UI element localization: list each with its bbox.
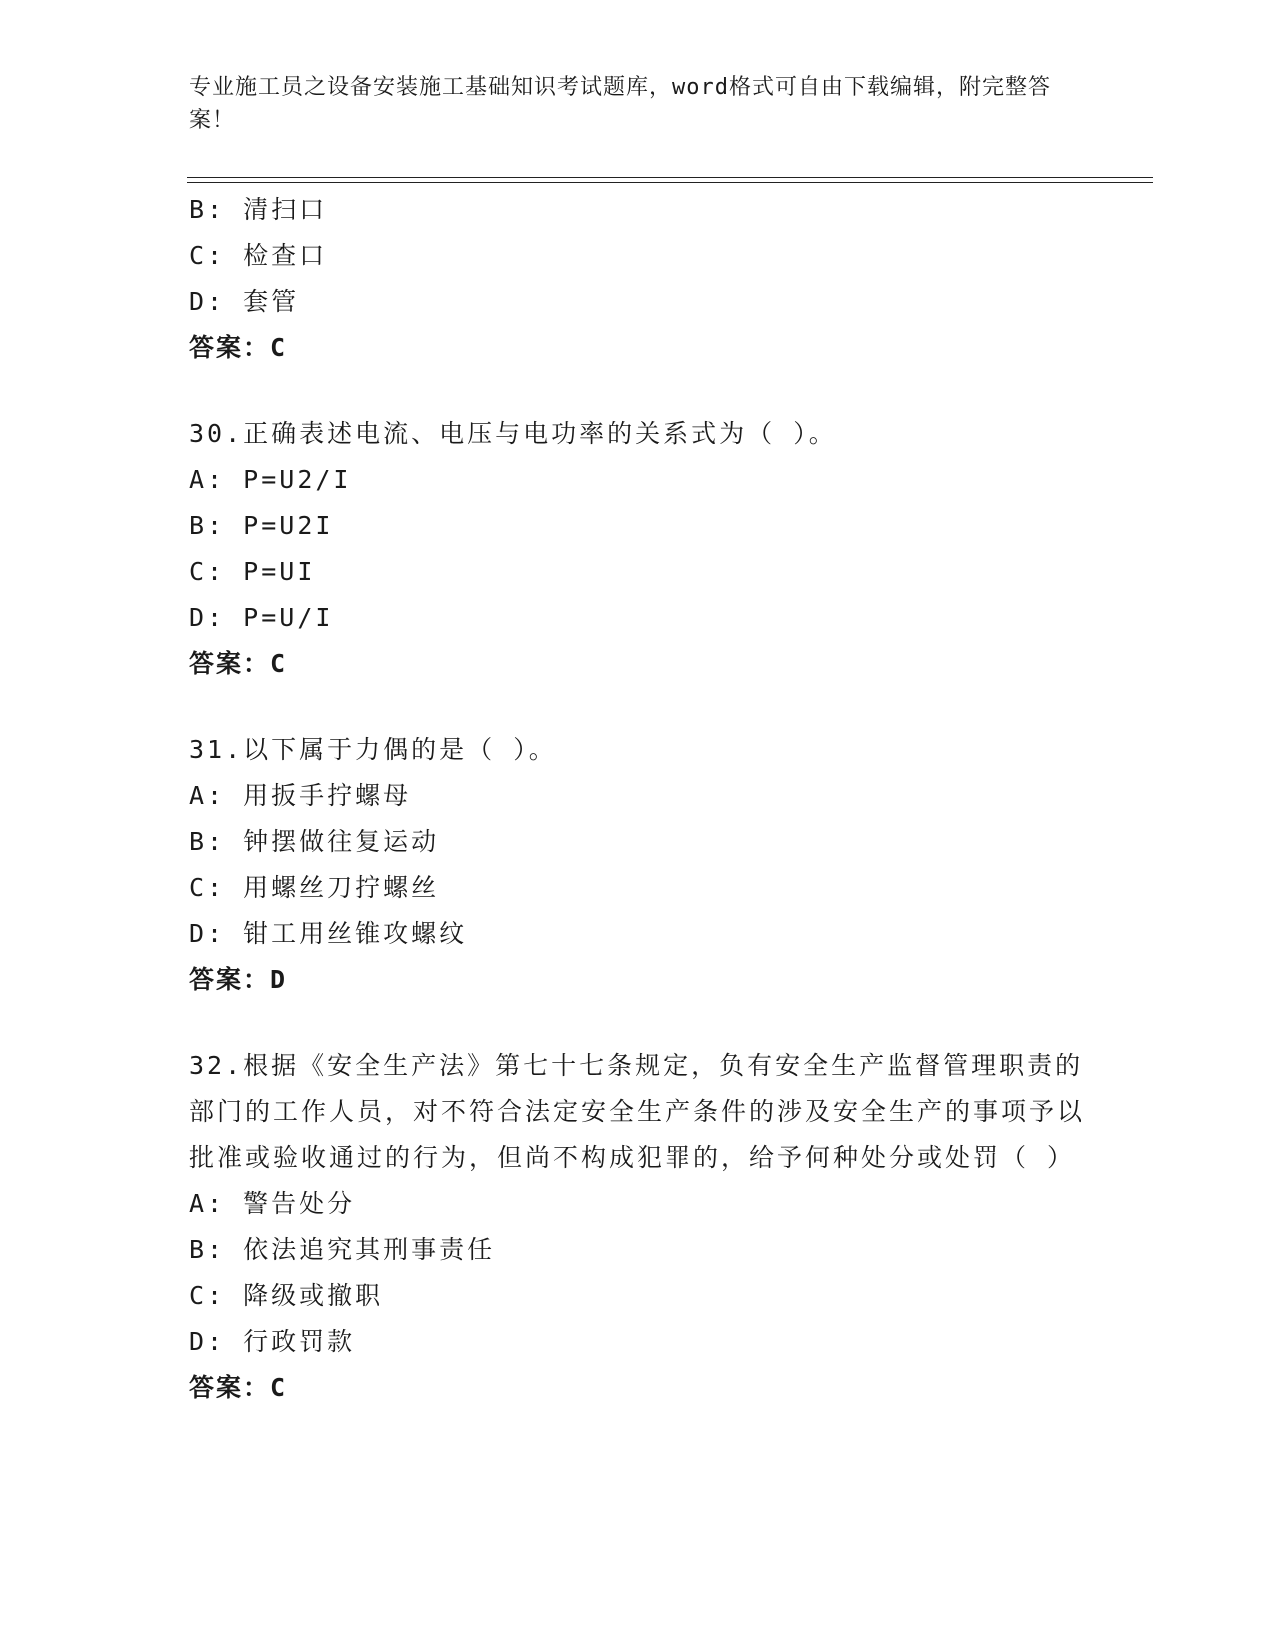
option-d — [189, 911, 1089, 957]
option-letter: D: — [189, 1327, 226, 1356]
option-text: P=U/I — [243, 603, 334, 632]
answer-line: 答案：C — [189, 333, 288, 362]
question-31 — [189, 727, 1089, 1003]
option-letter: D: — [189, 287, 226, 316]
option-letter: C: — [189, 557, 226, 586]
option-a — [189, 1181, 1089, 1227]
option-letter: A: — [189, 465, 226, 494]
option-letter: C: — [189, 241, 226, 270]
option-text: 清扫口 — [243, 195, 328, 224]
option-letter: A: — [189, 1189, 226, 1218]
question-32 — [189, 1043, 1089, 1411]
option-letter: B: — [189, 827, 226, 856]
option-letter: C: — [189, 1281, 226, 1310]
option-text: 钟摆做往复运动 — [243, 827, 440, 856]
option-letter: B: — [189, 195, 226, 224]
option-b — [189, 819, 1089, 865]
option-letter: A: — [189, 781, 226, 810]
option-text: 检查口 — [243, 241, 328, 270]
document-header: 专业施工员之设备安装施工基础知识考试题库，word格式可自由下载编辑，附完整答案！ — [189, 75, 1051, 133]
option-a — [189, 773, 1089, 819]
option-text: 用扳手拧螺母 — [243, 781, 412, 810]
carryover-block — [189, 187, 1089, 371]
option-text: 套管 — [243, 287, 300, 316]
question-stem: 31.以下属于力偶的是（ ）。 — [189, 735, 557, 764]
question-stem: 30.正确表述电流、电压与电功率的关系式为（ ）。 — [189, 419, 837, 448]
option-b — [189, 187, 1089, 233]
option-letter: B: — [189, 511, 226, 540]
option-letter: D: — [189, 919, 226, 948]
option-text: P=U2I — [243, 511, 334, 540]
option-d — [189, 279, 1089, 325]
option-c — [189, 549, 1089, 595]
option-d — [189, 1319, 1089, 1365]
header-divider-top — [187, 177, 1153, 178]
option-letter: C: — [189, 873, 226, 902]
option-a — [189, 457, 1089, 503]
question-list — [189, 187, 1089, 1411]
option-text: 依法追究其刑事责任 — [243, 1235, 496, 1264]
question-30 — [189, 411, 1089, 687]
option-text: 用螺丝刀拧螺丝 — [243, 873, 440, 902]
option-c — [189, 1273, 1089, 1319]
option-letter: B: — [189, 1235, 226, 1264]
option-b — [189, 503, 1089, 549]
answer-line: 答案：C — [189, 1373, 288, 1402]
option-text: 行政罚款 — [243, 1327, 356, 1356]
answer-line: 答案：D — [189, 965, 288, 994]
option-text: 警告处分 — [243, 1189, 356, 1218]
option-d — [189, 595, 1089, 641]
header-divider-bottom — [187, 182, 1153, 183]
option-text: P=U2/I — [243, 465, 352, 494]
option-text: P=UI — [243, 557, 316, 586]
option-text: 降级或撤职 — [243, 1281, 384, 1310]
option-c — [189, 233, 1089, 279]
option-letter: D: — [189, 603, 226, 632]
question-stem: 32.根据《安全生产法》第七十七条规定，负有安全生产监督管理职责的部门的工作人员，对不符合法定安全生产条件的涉及安全生产的事项予以批准或验收通过的行为，但尚不构成犯罪的，给予何种处分或处罚（ ） — [189, 1051, 1086, 1172]
option-text: 钳工用丝锥攻螺纹 — [243, 919, 468, 948]
option-b — [189, 1227, 1089, 1273]
option-c — [189, 865, 1089, 911]
answer-line: 答案：C — [189, 649, 288, 678]
